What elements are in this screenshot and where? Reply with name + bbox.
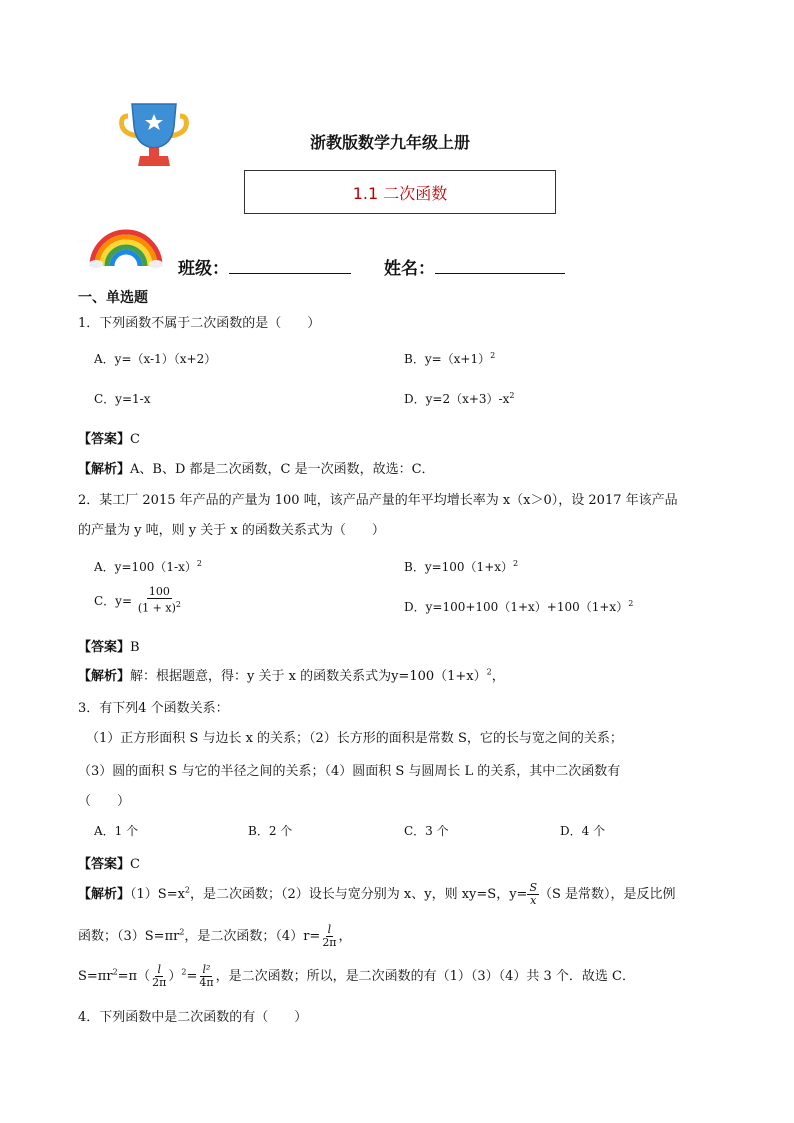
l2-over-4pi-fraction: $\frac{\text{l²}}{4\pi}$ (199, 963, 214, 989)
q3-stem-line3: （3）圆的面积 S 与它的半径之间的关系；（4）圆面积 S 与圆周长 L 的关系，其中二次函数有 (78, 764, 621, 779)
q2-option-d: D．$y=100+100(1+x)+100(1+x)^2$ (404, 599, 634, 614)
name-field (384, 254, 565, 279)
q1-option-c: C．y=1-x (94, 392, 151, 406)
q2-stem-line2: 的产量为 y 吨，则 y 关于 x 的函数关系式为（ ） (78, 523, 385, 538)
q3-option-b: B．2 个 (248, 824, 293, 838)
q3-option-c: C．3 个 (404, 824, 449, 838)
q2-analysis: 【解析】解：根据题意，得：y 关于 x 的函数关系式为$y=100(1+x)^2$， (78, 667, 505, 684)
q2-option-c: C．y= $\frac{100}{(1 + x)^2}$ (94, 585, 181, 615)
q3-stem-line4: （ ） (78, 794, 131, 809)
section-heading: 一、单选题 (78, 290, 148, 306)
class-label: 班级： (178, 259, 229, 279)
s-over-x-fraction: $\frac{S}{x}$ (529, 881, 537, 907)
name-blank[interactable] (435, 259, 565, 274)
q3-answer: 【答案】C (78, 857, 140, 872)
q2-option-b: B．$y=100(1+x)^2$ (404, 559, 519, 574)
rainbow-icon (88, 226, 164, 268)
q2-answer: 【答案】B (78, 640, 140, 655)
q3-stem-line1: 3．有下列4 个函数关系： (78, 701, 229, 716)
q1-option-b: B．$y=(x+1)^2$ (404, 351, 496, 366)
q3-stem-line2: （1）正方形面积 S 与边长 x 的关系；（2）长方形的面积是常数 S，它的长与宽之间的关系； (86, 731, 623, 746)
class-blank[interactable] (229, 259, 351, 274)
q3-option-a: A．1 个 (94, 824, 139, 838)
q2-option-c-fraction: $\frac{100}{(1 + x)^2}$ (137, 585, 181, 615)
q3-analysis-line1: 【解析】$(1)S=x^2$，是二次函数；（2）设长与宽分别为 x、y，则 xy=S，y= $\frac{S}{x}$ （S 是常数），是反比例 (78, 881, 676, 907)
name-label: 姓名： (384, 259, 435, 279)
q1-option-d: D．$y=2(x+3)-x^2$ (404, 391, 515, 406)
class-field (178, 254, 351, 279)
trophy-icon (118, 100, 190, 170)
q3-analysis-line2: 函数；$(3)S=\pi r^2$，是二次函数；（4）r= $\frac{l}{2\pi}$ ， (78, 923, 352, 949)
q1-stem: 1．下列函数不属于二次函数的是（ ） (78, 316, 321, 331)
page-title: 浙教版数学九年级上册 (310, 133, 471, 152)
q3-analysis-line3: $S=\pi r^2=\pi$（ $\frac{l}{2\pi}$ ）$^2$= $\frac{\text{l²}}{4\pi}$ ，是二次函数；所以，是二次函数的有（1）（3）（4）共 3 个．故选 C． (78, 963, 636, 989)
l-over-2pi-fraction: $\frac{l}{2\pi}$ (322, 923, 337, 949)
q1-option-a: A．y=（x-1）（x+2） (94, 352, 217, 366)
q1-analysis: 【解析】A、B、D 都是二次函数，C 是一次函数，故选：C． (78, 462, 435, 477)
q4-stem: 4．下列函数中是二次函数的有（ ） (78, 1010, 308, 1025)
q2-option-a: A．$y=100(1-x)^2$ (94, 559, 202, 574)
lesson-title: 1.1 二次函数 (352, 183, 448, 203)
q1-answer: 【答案】C (78, 432, 140, 447)
q3-option-d: D．4 个 (560, 824, 606, 838)
lesson-title-box (244, 170, 556, 214)
l-over-2pi-fraction-2: $\frac{l}{2\pi}$ (152, 963, 167, 989)
q2-stem-line1: 2．某工厂 2015 年产品的产量为 100 吨，该产品产量的年平均增长率为 x（x＞0），设 2017 年该产品 (78, 493, 678, 508)
